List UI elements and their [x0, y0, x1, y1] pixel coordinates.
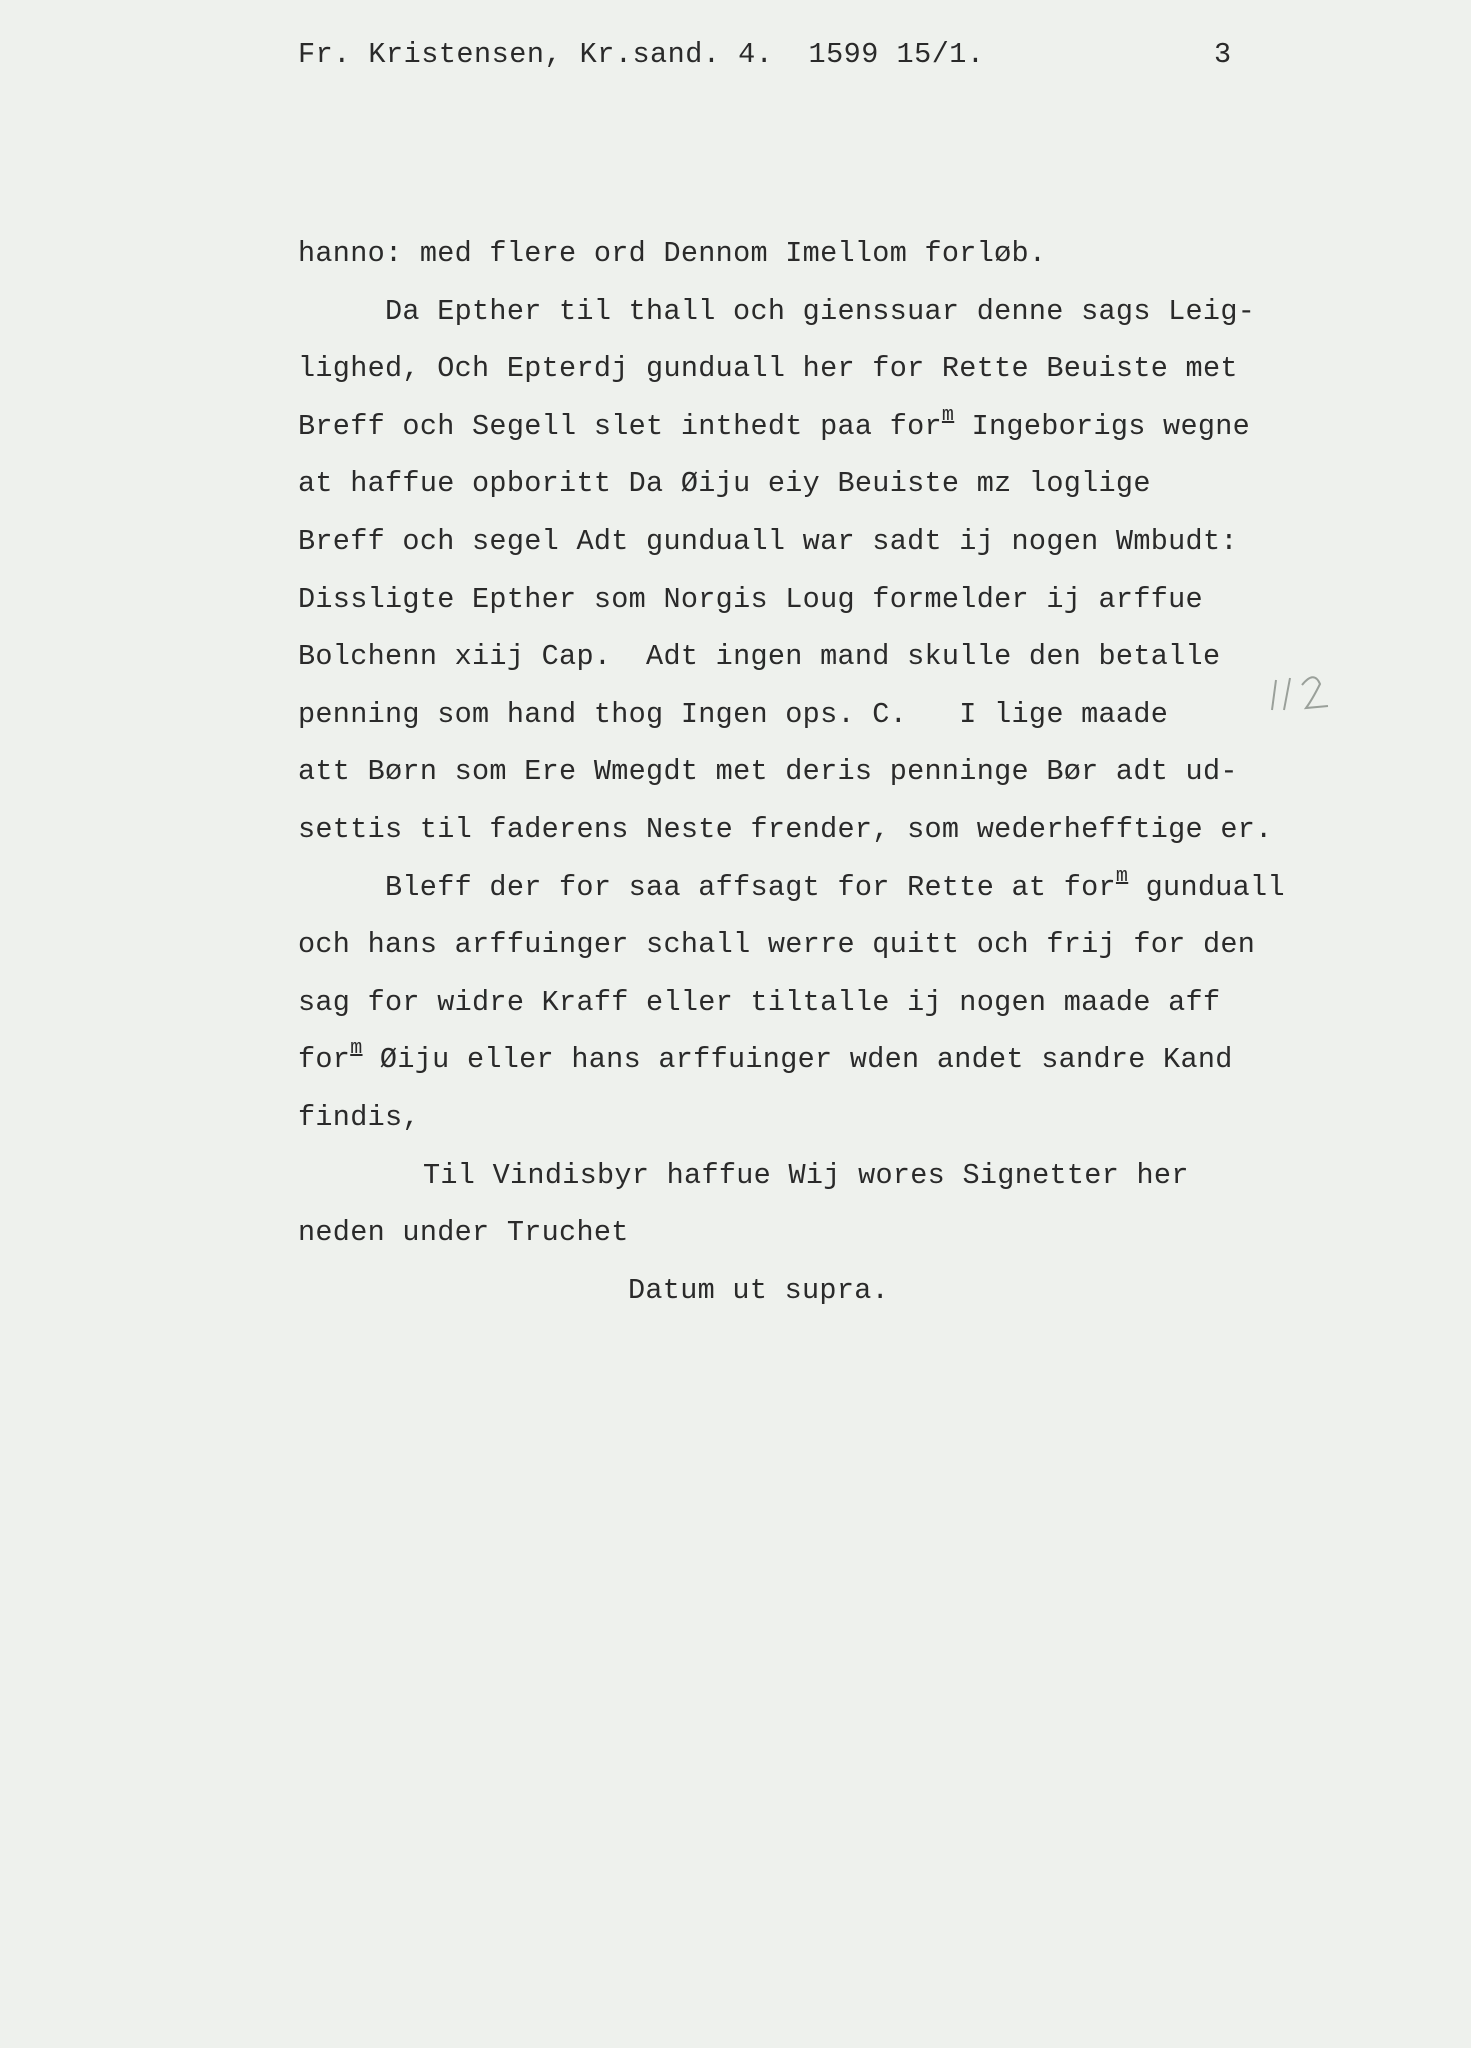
page-number: 3 — [1214, 38, 1232, 71]
document-body — [298, 225, 1298, 1319]
superscript-abbreviation: m — [350, 1037, 363, 1061]
text-line — [298, 743, 1298, 801]
line-text: Ingeborigs wegne — [954, 409, 1251, 443]
text-line — [298, 859, 1298, 917]
text-line — [298, 974, 1298, 1032]
text-line — [298, 398, 1298, 456]
line-text: att Børn som Ere Wmegdt met deris penninge Bør adt ud- — [298, 755, 1238, 789]
text-line — [298, 1031, 1298, 1089]
text-line — [298, 1089, 1298, 1147]
line-text: Bolchenn xiij Cap. Adt ingen mand skulle den betalle — [298, 640, 1221, 674]
superscript-abbreviation: m — [941, 403, 955, 427]
text-line — [298, 686, 1298, 744]
line-text: neden under Truchet — [298, 1216, 629, 1250]
line-text: Til Vindisbyr haffue Wij wores Signetter her — [423, 1158, 1189, 1192]
text-line — [298, 571, 1298, 629]
text-line — [298, 513, 1298, 571]
text-line — [298, 1204, 1298, 1262]
line-text: Øiju eller hans arffuinger wden andet sandre Kand — [362, 1043, 1233, 1077]
line-text: Breff och segel Adt gunduall war sadt ij nogen Wmbudt: — [298, 524, 1238, 558]
line-text: penning som hand thog Ingen ops. C. I lige maade — [298, 697, 1169, 731]
line-text: gunduall — [1128, 870, 1285, 904]
text-line — [298, 801, 1298, 859]
line-text: Datum ut supra. — [628, 1273, 890, 1307]
line-text: sag for widre Kraff eller tiltalle ij nogen maade aff — [298, 985, 1221, 1019]
text-line — [298, 455, 1298, 513]
line-text: Breff och Segell slet inthedt paa for — [298, 409, 942, 443]
line-text: och hans arffuinger schall werre quitt och frij for den — [298, 928, 1256, 962]
line-text: Da Epther til thall och gienssuar denne sags Leig- — [385, 294, 1256, 328]
line-text: settis til faderens Neste frender, som wederhefftige er. — [298, 812, 1273, 846]
text-line — [298, 916, 1298, 974]
line-text: at haffue opboritt Da Øiju eiy Beuiste mz loglige — [298, 467, 1151, 501]
margin-annotation-mark — [1262, 650, 1352, 730]
line-text: Bleff der for saa affsagt for Rette at for — [385, 870, 1116, 904]
line-text: Dissligte Epther som Norgis Loug formelder ij arffue — [298, 582, 1203, 616]
text-line — [298, 1147, 1298, 1205]
line-text: hanno: med flere ord Dennom Imellom forløb. — [298, 237, 1047, 270]
line-text: lighed, Och Epterdj gunduall her for Rette Beuiste met — [298, 352, 1238, 386]
line-text: for — [298, 1043, 351, 1077]
line-text: findis, — [298, 1100, 420, 1134]
text-line — [298, 340, 1298, 398]
superscript-abbreviation: m — [1115, 864, 1129, 888]
text-line — [298, 628, 1298, 686]
text-line — [298, 225, 1298, 283]
text-line — [298, 283, 1298, 341]
page-header: Fr. Kristensen, Kr.sand. 4. 1599 15/1. — [298, 38, 985, 71]
text-line — [298, 1262, 1298, 1320]
